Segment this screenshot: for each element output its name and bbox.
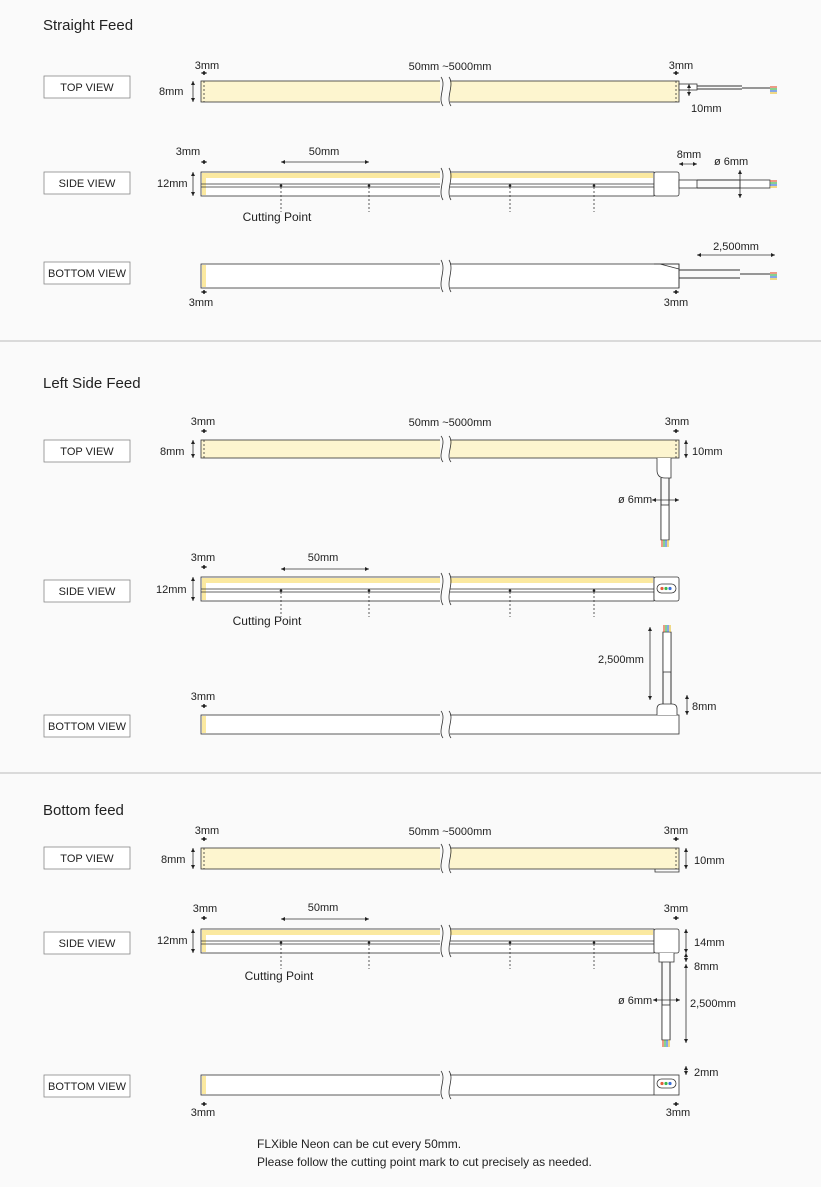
dim-label-side-2-cutting: Cutting Point — [232, 614, 302, 628]
dim-label-bottom-3-cap: 2mm — [694, 1067, 719, 1079]
strip-side-1-cut-dot-2 — [509, 184, 512, 187]
dim-label-side-1-left: 3mm — [175, 146, 201, 158]
dim-label-top-3-height: 8mm — [161, 854, 186, 866]
dim-label-top-1-right: 3mm — [668, 60, 694, 72]
dim-label-bottom-1-cable: 2,500mm — [713, 241, 759, 253]
socket-pin-bottom-3-0 — [660, 1082, 663, 1085]
dim-label-side-3-diameter: ø 6mm — [618, 995, 653, 1007]
dim-label-top-2-height: 8mm — [160, 446, 185, 458]
strip-side-3-cut-dot-1 — [368, 941, 371, 944]
sheath-top-2 — [661, 505, 669, 540]
endcap-side-1 — [654, 172, 679, 196]
strip-side-1-cut-dot-0 — [280, 184, 283, 187]
dim-label-side-3-height: 12mm — [157, 935, 188, 947]
strip-side-2-cut-dot-2 — [509, 589, 512, 592]
dim-label-top-3-length: 50mm ~5000mm — [408, 826, 492, 838]
view-label-top-1: TOP VIEW — [60, 82, 114, 94]
strip-side-2-cut-dot-0 — [280, 589, 283, 592]
view-label-side-3: SIDE VIEW — [58, 938, 116, 950]
dim-label-top-2-right: 3mm — [664, 416, 690, 428]
cap-top-3 — [655, 869, 679, 872]
note-cut-interval: FLXible Neon can be cut every 50mm. — [257, 1137, 462, 1151]
dim-label-top-3-right: 3mm — [663, 825, 689, 837]
dim-label-side-2-pitch: 50mm — [307, 552, 339, 564]
strip-side-2-cut-dot-1 — [368, 589, 371, 592]
section-title-straight-feed: Straight Feed — [43, 17, 134, 34]
dim-label-side-3-gap: 8mm — [694, 961, 719, 973]
view-label-top-2: TOP VIEW — [60, 446, 114, 458]
dim-label-bottom-1-left: 3mm — [188, 297, 214, 309]
dim-label-top-1-cable: 10mm — [691, 103, 722, 115]
strip-side-1-led-top — [202, 173, 653, 178]
dim-label-top-2-diameter: ø 6mm — [618, 494, 653, 506]
dim-label-bottom-2-cable: 2,500mm — [598, 654, 644, 666]
dim-label-bottom-1-right: 3mm — [663, 297, 689, 309]
view-label-side-2: SIDE VIEW — [58, 586, 116, 598]
strip-bottom-3-led-end — [202, 1076, 206, 1094]
strip-bottom-2-led-end — [202, 716, 206, 733]
dim-label-side-3-pitch: 50mm — [307, 902, 339, 914]
sleeve-side-1 — [679, 180, 697, 188]
elbow-top-2 — [657, 458, 671, 478]
section-title-bottom-feed: Bottom feed — [43, 802, 124, 819]
view-label-bottom-2: BOTTOM VIEW — [47, 721, 127, 733]
dim-label-top-2-cable: 10mm — [692, 446, 723, 458]
dim-label-side-1-cap: 8mm — [676, 149, 702, 161]
socket-pin-side-2-0 — [660, 587, 663, 590]
dim-label-side-1-height: 12mm — [157, 178, 188, 190]
view-label-bottom-3: BOTTOM VIEW — [47, 1081, 127, 1093]
note-cutting-guidance: Please follow the cutting point mark to cut precisely as needed. — [257, 1155, 592, 1169]
dim-label-side-1-cutting: Cutting Point — [242, 210, 312, 224]
sheath-bottom-2 — [663, 632, 671, 672]
dim-label-side-3-right: 3mm — [663, 903, 689, 915]
view-label-side-1: SIDE VIEW — [58, 178, 116, 190]
elbow-bottom-2 — [657, 704, 677, 715]
dim-label-top-1-left: 3mm — [194, 60, 220, 72]
dim-label-side-3-left: 3mm — [192, 903, 218, 915]
socket-pin-bottom-3-2 — [668, 1082, 671, 1085]
dim-label-top-2-left: 3mm — [190, 416, 216, 428]
strip-side-3-cut-dot-2 — [509, 941, 512, 944]
strip-side-3-led-top — [202, 930, 653, 935]
dim-label-side-3-cutting: Cutting Point — [244, 969, 314, 983]
dim-label-bottom-3-right: 3mm — [665, 1107, 691, 1119]
dim-label-side-3-cap: 14mm — [694, 937, 725, 949]
view-label-top-3: TOP VIEW — [60, 853, 114, 865]
section-title-left-side-feed: Left Side Feed — [43, 375, 141, 392]
strip-side-2-led-top — [202, 578, 653, 583]
strip-side-1-cut-dot-3 — [593, 184, 596, 187]
dim-label-top-2-length: 50mm ~5000mm — [408, 417, 492, 429]
sleeve-side-3 — [659, 953, 674, 962]
strip-side-3-cut-dot-0 — [280, 941, 283, 944]
socket-pin-side-2-1 — [664, 587, 667, 590]
dim-label-bottom-2-cap: 8mm — [692, 701, 717, 713]
dim-label-side-2-left: 3mm — [190, 552, 216, 564]
dim-label-bottom-3-left: 3mm — [190, 1107, 216, 1119]
dim-label-bottom-2-left: 3mm — [190, 691, 216, 703]
strip-side-3-cut-dot-3 — [593, 941, 596, 944]
endcap-side-3 — [654, 929, 679, 953]
dim-label-top-3-cable: 10mm — [694, 855, 725, 867]
cap-top-1 — [679, 84, 697, 90]
socket-pin-side-2-2 — [668, 587, 671, 590]
dim-label-top-3-left: 3mm — [194, 825, 220, 837]
sheath-side-3 — [662, 1005, 670, 1040]
diagram-content — [0, 17, 821, 1119]
dim-label-side-3-cable: 2,500mm — [690, 998, 736, 1010]
socket-pin-bottom-3-1 — [664, 1082, 667, 1085]
strip-bottom-1-led-end — [202, 265, 206, 287]
strip-side-1-cut-dot-1 — [368, 184, 371, 187]
dim-label-side-1-pitch: 50mm — [308, 146, 340, 158]
strip-side-2-cut-dot-3 — [593, 589, 596, 592]
dim-label-side-2-height: 12mm — [156, 584, 187, 596]
dim-label-side-1-diameter: ø 6mm — [714, 156, 749, 168]
sheath-side-1 — [740, 180, 770, 188]
dim-label-top-1-length: 50mm ~5000mm — [408, 61, 492, 73]
dim-label-top-1-height: 8mm — [159, 86, 184, 98]
view-label-bottom-1: BOTTOM VIEW — [47, 268, 127, 280]
